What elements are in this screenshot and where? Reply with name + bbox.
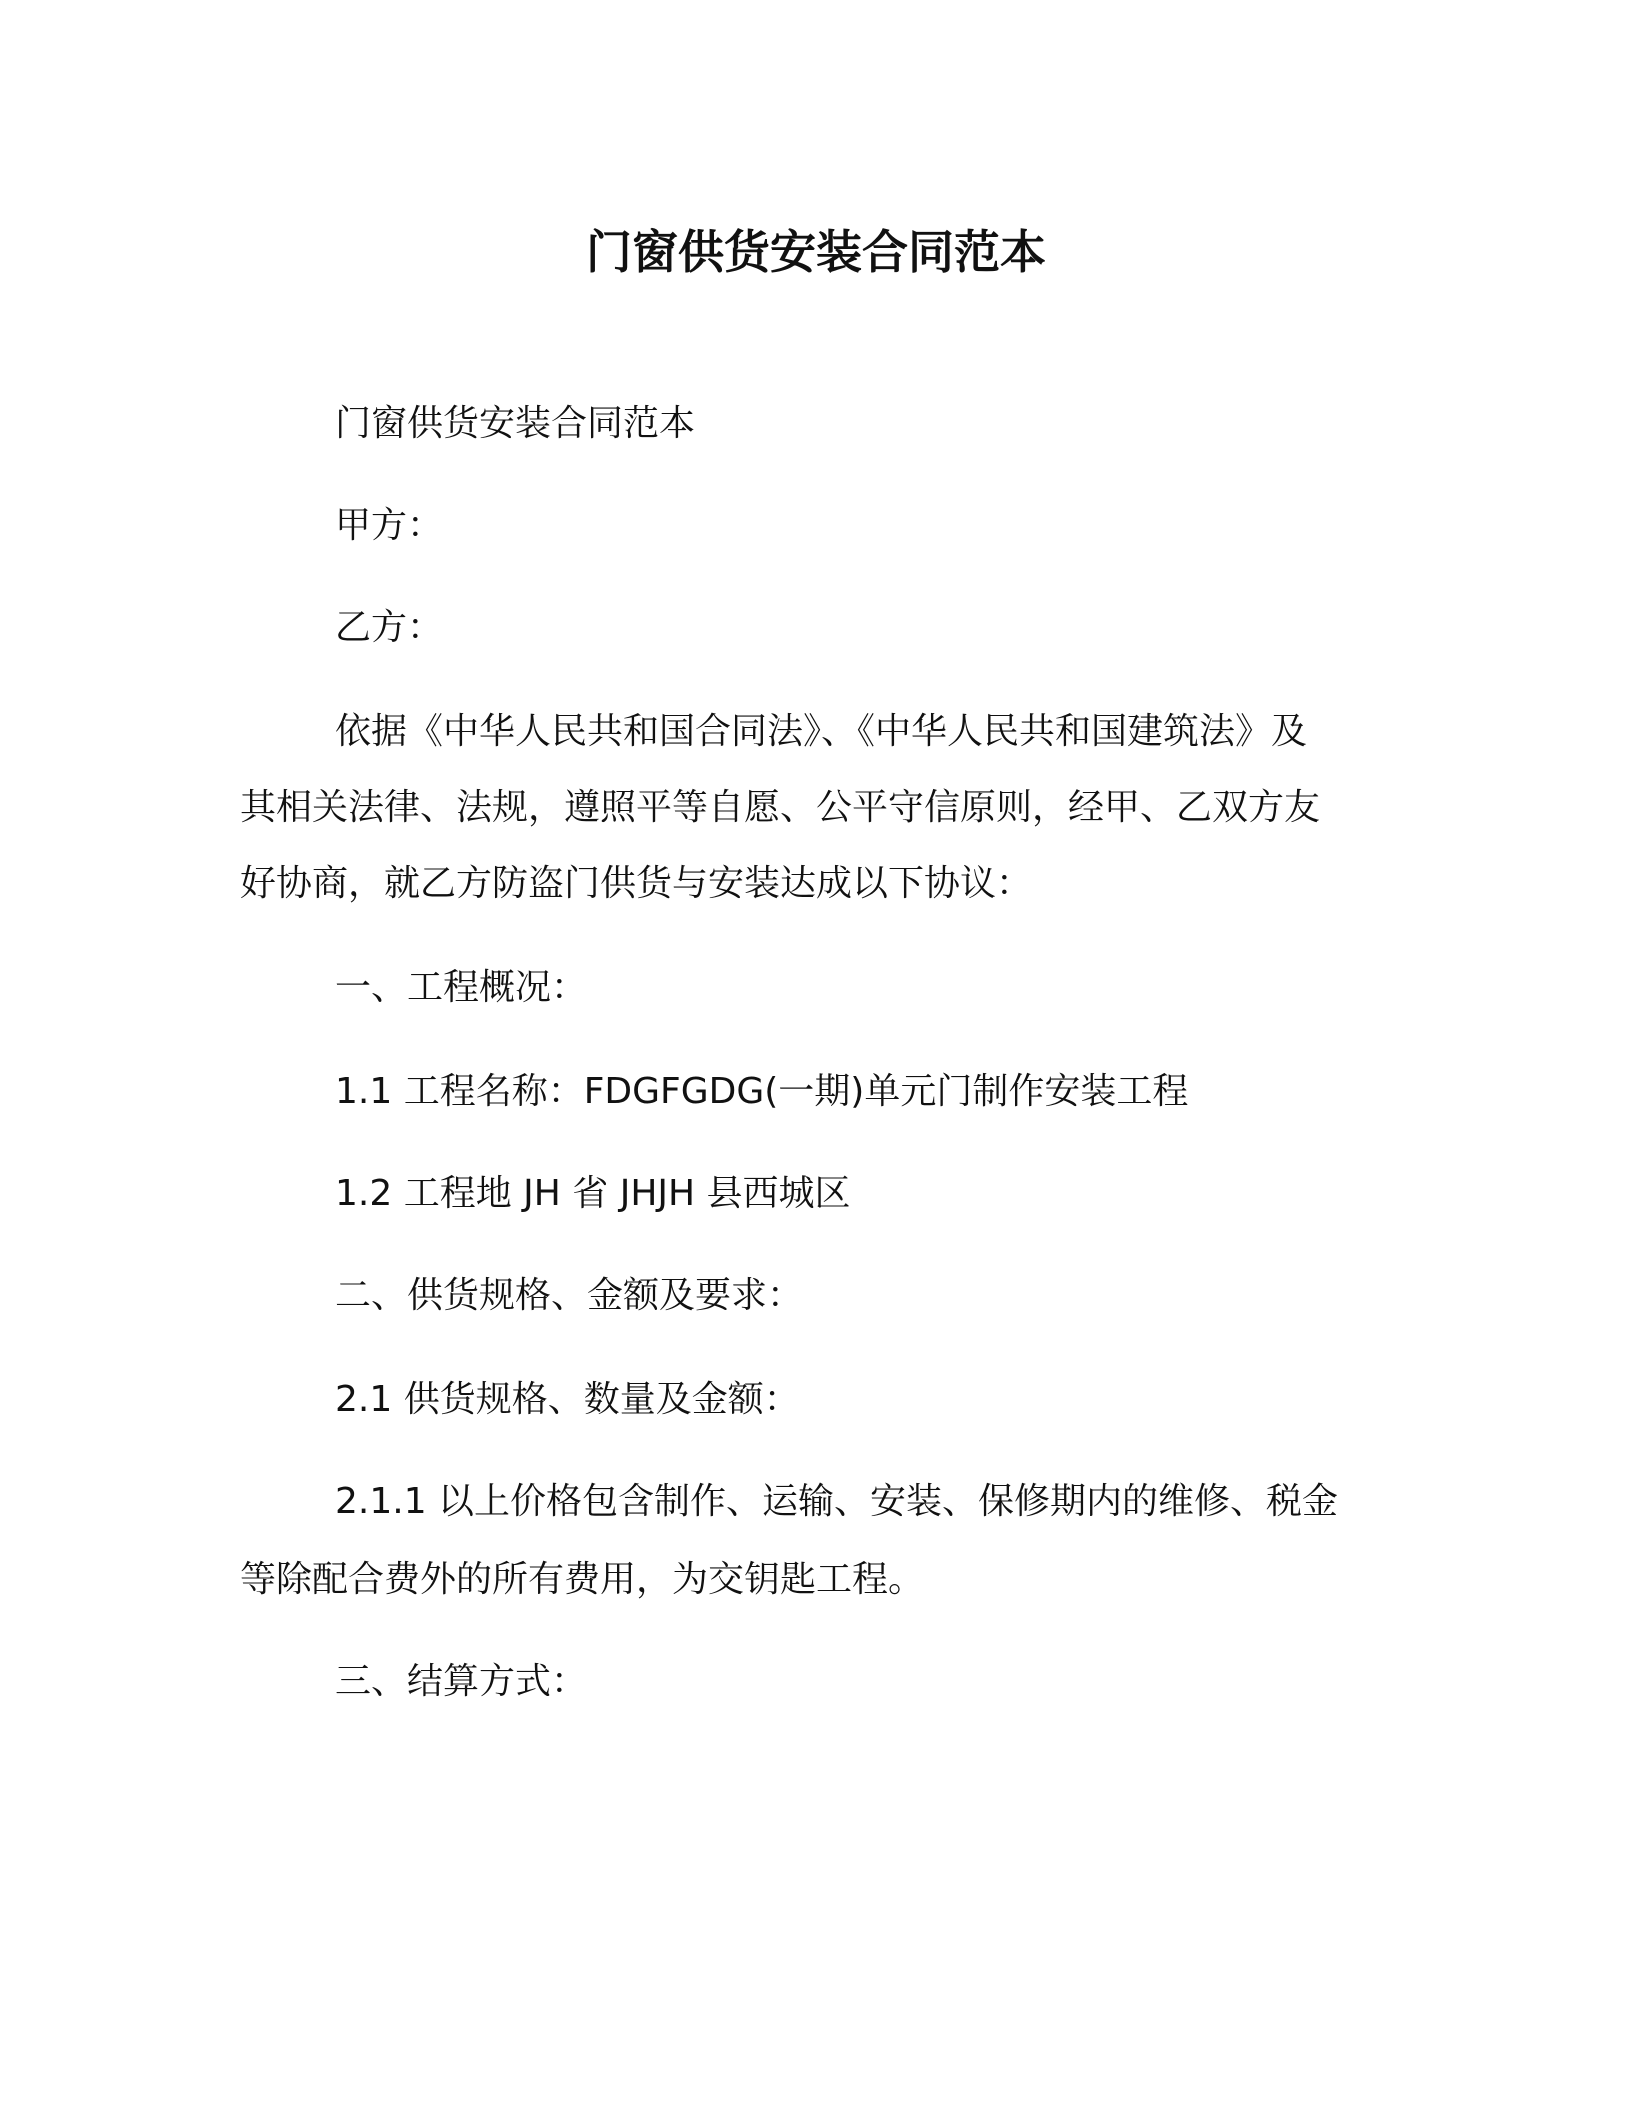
document-title: 门窗供货安装合同范本 [586, 225, 1046, 279]
intro-line-1: 依据《中华人民共和国合同法》、《中华人民共和国建筑法》及 [335, 711, 1308, 752]
party-b-label: 乙方： [335, 607, 444, 648]
section-2-item-1: 2.1 供货规格、数量及金额： [335, 1379, 800, 1420]
intro-line-2: 其相关法律、法规，遵照平等自愿、公平守信原则，经甲、乙双方友 [240, 787, 1321, 828]
section-2-heading: 二、供货规格、金额及要求： [335, 1275, 804, 1316]
document-subtitle: 门窗供货安装合同范本 [335, 403, 696, 444]
intro-line-3: 好协商，就乙方防盗门供货与安装达成以下协议： [240, 863, 1033, 904]
section-2-item-2-line-2: 等除配合费外的所有费用，为交钥匙工程。 [240, 1559, 925, 1600]
section-1-item-2: 1.2 工程地 JH 省 JHJH 县西城区 [335, 1173, 851, 1214]
section-2-item-2-line-1: 2.1.1 以上价格包含制作、运输、安装、保修期内的维修、税金 [335, 1481, 1339, 1522]
section-3-heading: 三、结算方式： [335, 1661, 588, 1702]
section-1-item-1: 1.1 工程名称：FDGFGDG(一期)单元门制作安装工程 [335, 1071, 1189, 1112]
section-1-heading: 一、工程概况： [335, 967, 588, 1008]
party-a-label: 甲方： [335, 505, 444, 546]
